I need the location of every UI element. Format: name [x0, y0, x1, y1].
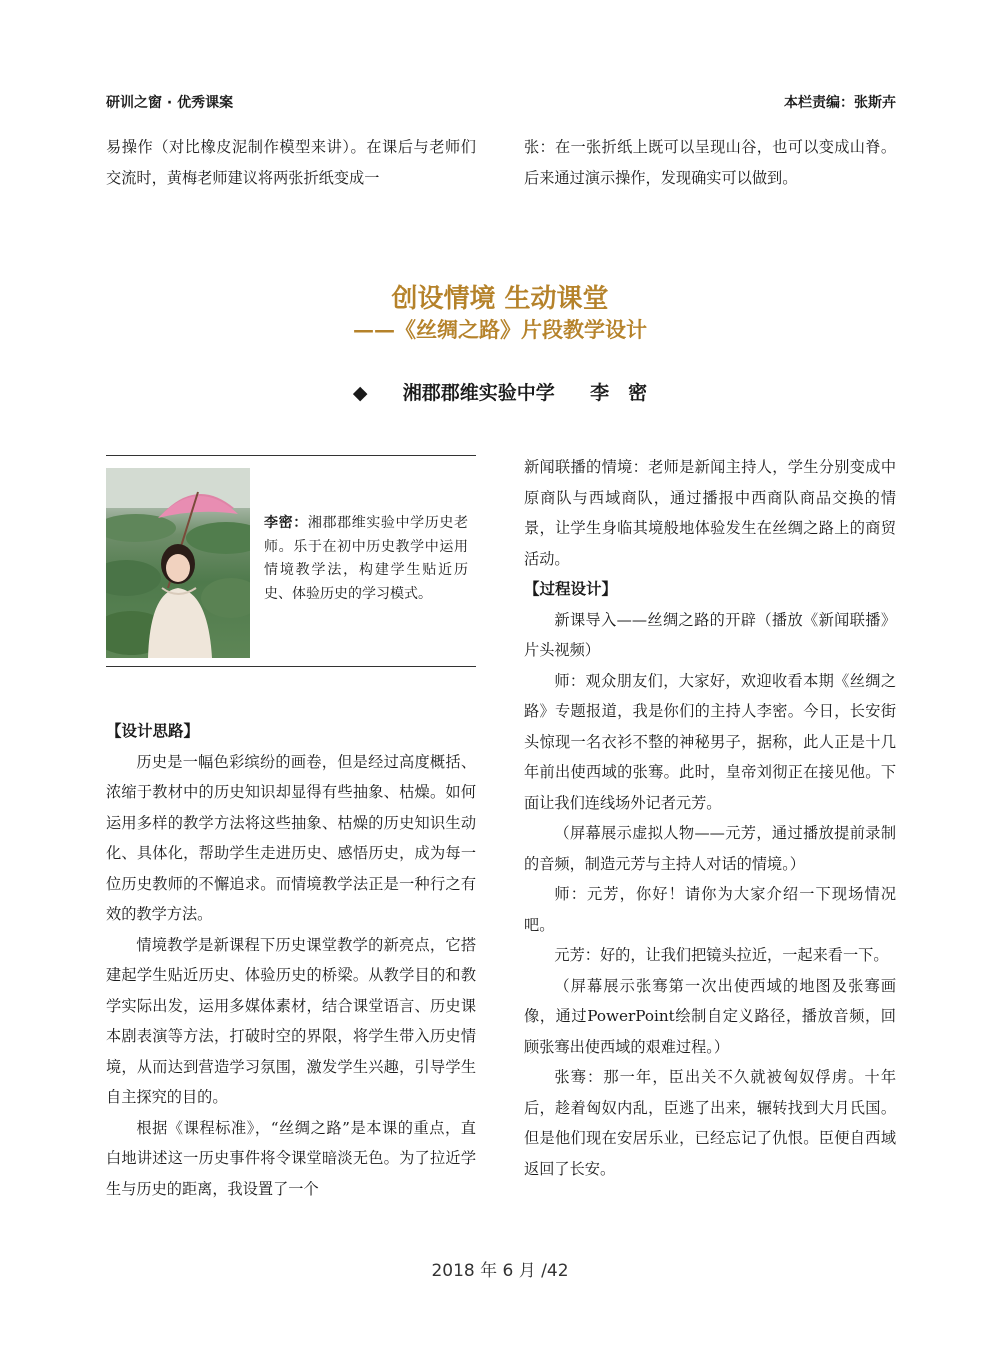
- right-column: [524, 452, 896, 1184]
- continuation-right-text: 张：在一张折纸上既可以呈现山谷，也可以变成山脊。后来通过演示操作，发现确实可以做到。: [524, 138, 896, 187]
- page-footer: 2018 年 6 月 /42: [431, 1261, 569, 1281]
- author-photo-illustration: [106, 468, 250, 658]
- continuation-left: [106, 132, 476, 193]
- section-heading-process-design: 【过程设计】: [524, 580, 618, 598]
- author-name: 李 密: [590, 382, 648, 404]
- article-title: 创设情境 生动课堂: [391, 284, 609, 314]
- paragraph: 新课导入——丝绸之路的开辟（播放《新闻联播》片头视频）: [524, 610, 896, 659]
- section-heading-design-idea: 【设计思路】: [106, 722, 200, 740]
- page-header: [106, 92, 896, 112]
- article-subtitle: ——《丝绸之路》片段教学设计: [353, 317, 647, 342]
- paragraph: 根据《课程标准》，“丝绸之路”是本课的重点，直白地讲述这一历史事件将令课堂暗淡无色。为了拉近学生与历史的距离，我设置了一个: [106, 1118, 476, 1198]
- paragraph: 情境教学是新课程下历史课堂教学的新亮点，它搭建起学生贴近历史、体验历史的桥梁。从教学目的和教学实际出发，运用多媒体素材，结合课堂语言、历史课本剧表演等方法，打破时空的界限，将学生带入历史情境，从而达到营造学习氛围，激发学生兴趣，引导学生自主探究的目的。: [106, 935, 476, 1106]
- bio-description: 湘郡郡维实验中学历史老师。乐于在初中历史教学中运用情境教学法，构建学生贴近历史、体验历史的学习模式。: [264, 515, 469, 602]
- paragraph: 元芳：好的，让我们把镜头拉近，一起来看一下。: [554, 946, 889, 964]
- paragraph: 师：观众朋友们，大家好，欢迎收看本期《丝绸之路》专题报道，我是你们的主持人李密。今日，长安街头惊现一名衣衫不整的神秘男子，据称，此人正是十几年前出使西域的张骞。此时，皇帝刘彻正在接见他。下面让我们连线场外记者元芳。: [524, 671, 896, 812]
- column-editor: 本栏责编：张斯卉: [784, 95, 896, 111]
- continuation-right: [524, 132, 896, 193]
- left-column: [106, 716, 476, 1204]
- continuation-left-text: 易操作（对比橡皮泥制作模型来讲）。在课后与老师们交流时，黄梅老师建议将两张折纸变成一: [106, 138, 476, 187]
- paragraph: （屏幕展示虚拟人物——元芳，通过播放提前录制的音频，制造元芳与主持人对话的情境。）: [524, 824, 896, 873]
- author-bio-box: [106, 455, 476, 667]
- author-photo: [106, 468, 250, 658]
- diamond-icon: ◆: [352, 382, 368, 404]
- author-bio-text: [264, 512, 468, 606]
- paragraph: 历史是一幅色彩缤纷的画卷，但是经过高度概括、浓缩于教材中的历史知识却显得有些抽象、枯燥。如何运用多样的教学方法将这些抽象、枯燥的历史知识生动化、具体化，帮助学生走进历史、感悟历史，成为每一位历史教师的不懈追求。而情境教学法正是一种行之有效的教学方法。: [106, 752, 476, 923]
- author-school: 湘郡郡维实验中学: [402, 382, 555, 404]
- author-line: [0, 378, 1000, 405]
- paragraph: 张骞：那一年，臣出关不久就被匈奴俘虏。十年后，趁着匈奴内乱，臣逃了出来，辗转找到大月氏国。但是他们现在安居乐业，已经忘记了仇恨。臣便自西域返回了长安。: [524, 1068, 896, 1178]
- column-name: 研训之窗 · 优秀课案: [106, 95, 234, 111]
- paragraph: 师：元芳，你好！请你为大家介绍一下现场情况吧。: [524, 885, 896, 934]
- paragraph-lead: 新闻联播的情境：老师是新闻主持人，学生分别变成中原商队与西域商队，通过播报中西商队商品交换的情景，让学生身临其境般地体验发生在丝绸之路上的商贸活动。: [524, 458, 896, 568]
- bio-name: 李密：: [264, 515, 308, 531]
- paragraph: （屏幕展示张骞第一次出使西域的地图及张骞画像，通过PowerPoint绘制自定义路径，播放音频，回顾张骞出使西域的艰难过程。）: [524, 976, 896, 1056]
